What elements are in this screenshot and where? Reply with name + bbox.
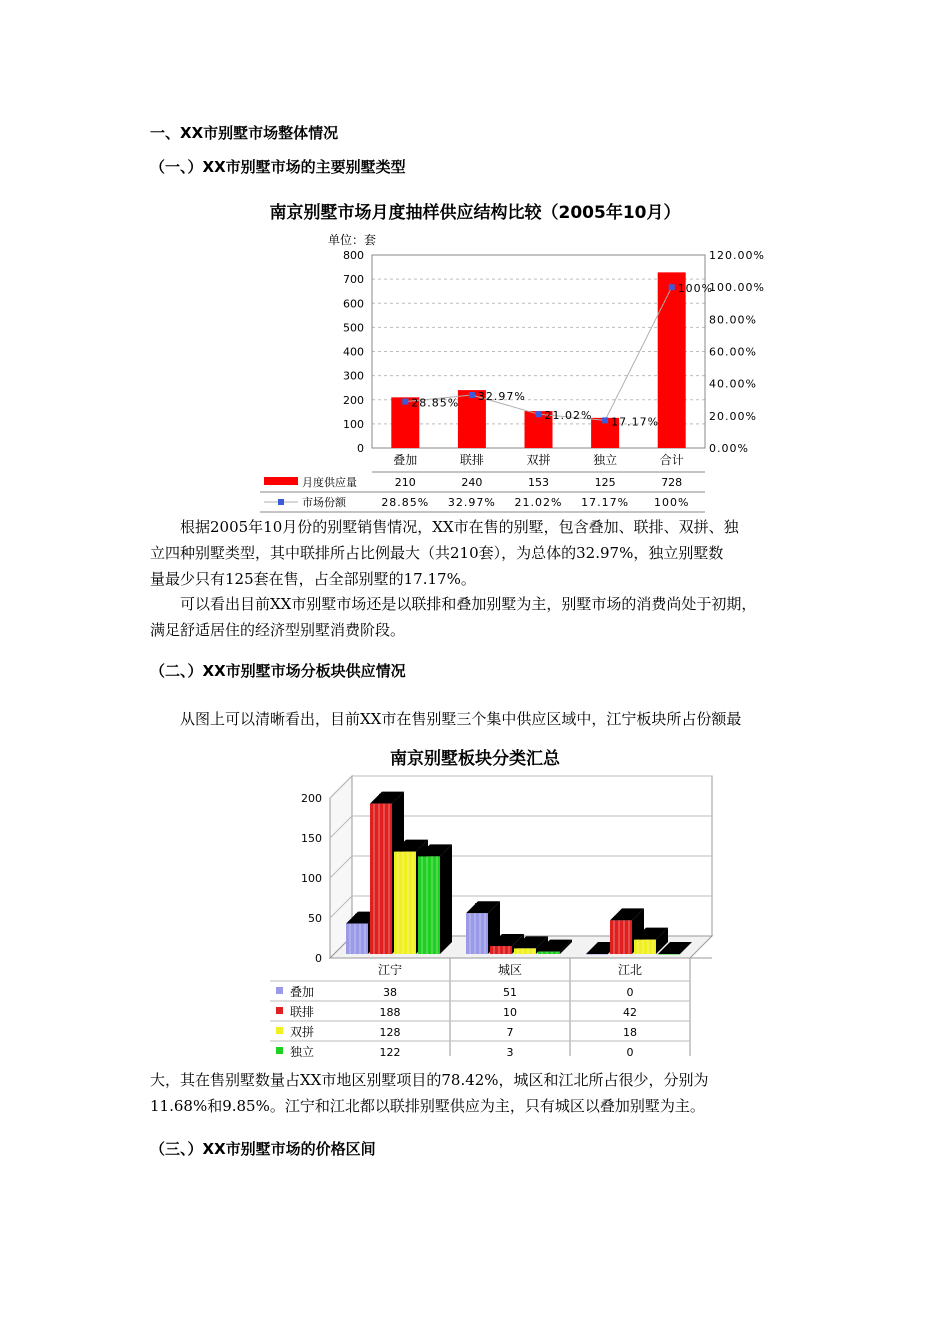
paragraph-1-line-1: 根据2005年10月份的别墅销售情况，XX市在售的别墅，包含叠加、联排、双拼、独 <box>180 518 739 536</box>
paragraph-4 <box>150 1067 830 1119</box>
table-cell: 122 <box>379 1046 401 1059</box>
table-cell: 28.85% <box>381 496 430 509</box>
x-tick-label: 江宁 <box>377 963 403 977</box>
table-cell: 128 <box>379 1026 401 1039</box>
share-data-label: 32.97% <box>477 389 526 403</box>
y-tick-label: 200 <box>343 393 364 407</box>
y2-tick-label: 100.00% <box>709 281 765 295</box>
table-cell: 38 <box>383 986 397 999</box>
y2-tick-label: 0.00% <box>709 442 749 455</box>
legend-label: 叠加 <box>290 985 315 999</box>
x-tick-label: 城区 <box>497 963 523 977</box>
share-data-label: 100% <box>677 282 714 296</box>
bar-data-label: 188 <box>378 791 399 805</box>
table-cell: 42 <box>623 1006 637 1019</box>
table-cell: 0 <box>626 986 634 999</box>
paragraph-3 <box>150 706 830 732</box>
paragraph-1-line-2: 立四种别墅类型，其中联排所占比例最大（共210套），为总体的32.97%，独立别墅数 <box>150 544 724 562</box>
x-tick-label: 联排 <box>459 453 484 467</box>
bar-data-label: 10 <box>498 934 512 947</box>
legend-swatch-双拼 <box>276 1027 283 1034</box>
table-cell: 17.17% <box>581 496 630 509</box>
paragraph-2 <box>150 591 825 643</box>
table-cell: 21.02% <box>514 496 563 509</box>
paragraph-4-line-1: 大，其在售别墅数量占XX市地区别墅项目的78.42%，城区和江北所占很少，分别为 <box>150 1071 709 1089</box>
paragraph-1-line-3: 量最少只有125套在售，占全部别墅的17.17%。 <box>150 570 476 588</box>
table-cell: 18 <box>623 1026 637 1039</box>
subsection-heading-3: （三、）XX市别墅市场的价格区间 <box>150 1140 376 1158</box>
table-cell: 3 <box>506 1046 514 1059</box>
bar-data-label: 51 <box>474 901 488 915</box>
bar-data-label: 128 <box>402 839 423 853</box>
bar-data-label: 38 <box>354 911 368 925</box>
share-data-label: 17.17% <box>611 415 660 429</box>
legend-label: 独立 <box>290 1045 315 1059</box>
share-point <box>536 411 542 417</box>
y2-tick-label: 80.00% <box>709 313 757 327</box>
bar-data-label: 7 <box>522 936 529 950</box>
table-cell: 10 <box>503 1006 517 1019</box>
y-tick-label: 200 <box>301 792 322 805</box>
y-tick-label: 800 <box>343 249 364 262</box>
legend-swatch-supply <box>264 477 298 485</box>
y-tick-label: 0 <box>357 442 364 455</box>
table-cell: 153 <box>528 476 549 489</box>
table-cell: 0 <box>626 1046 634 1059</box>
bar-data-label: 122 <box>426 844 447 858</box>
legend-swatch-独立 <box>276 1047 283 1054</box>
y2-tick-label: 120.00% <box>709 249 765 262</box>
table-cell: 240 <box>461 476 483 489</box>
table-cell: 100% <box>653 496 690 509</box>
table-cell: 7 <box>506 1026 514 1039</box>
bar-depth-独立 <box>440 844 452 954</box>
x-tick-label: 江北 <box>617 963 643 977</box>
legend-label: 市场份额 <box>302 496 346 509</box>
x-tick-label: 叠加 <box>393 453 418 467</box>
chart1-title: 南京别墅市场月度抽样供应结构比较（2005年10月） <box>269 203 681 223</box>
paragraph-4-line-2: 11.68%和9.85%。江宁和江北都以联排别墅供应为主，只有城区以叠加别墅为主。 <box>150 1097 705 1115</box>
bar-data-label: 18 <box>642 927 656 941</box>
y-tick-label: 100 <box>343 417 364 431</box>
share-point <box>602 417 608 423</box>
legend-swatch-叠加 <box>276 987 283 994</box>
chart2-title: 南京别墅板块分类汇总 <box>390 749 560 769</box>
y-tick-label: 0 <box>315 952 322 965</box>
table-cell: 210 <box>394 476 416 489</box>
paragraph-2-line-1: 可以看出目前XX市别墅市场还是以联排和叠加别墅为主，别墅市场的消费尚处于初期， <box>180 595 757 613</box>
bar-data-label: 3 <box>546 939 553 953</box>
share-point <box>669 284 675 290</box>
bar-data-label: 42 <box>618 908 632 922</box>
x-tick-label: 独立 <box>593 453 618 467</box>
y-tick-label: 600 <box>343 297 364 311</box>
table-cell: 51 <box>503 986 517 999</box>
share-point <box>469 392 475 398</box>
subsection-heading-2: （二、）XX市别墅市场分板块供应情况 <box>150 662 406 680</box>
bar-data-label: 0 <box>594 942 601 955</box>
share-data-label: 28.85% <box>411 396 460 410</box>
y2-tick-label: 20.00% <box>709 409 757 423</box>
chart2 <box>270 770 720 1065</box>
y-tick-label: 500 <box>343 321 364 335</box>
legend-marker-share <box>278 499 284 505</box>
table-cell: 188 <box>379 1006 401 1019</box>
paragraph-2-line-2: 满足舒适居住的经济型别墅消费阶段。 <box>150 621 406 639</box>
subsection-heading-1: （一、）XX市别墅市场的主要别墅类型 <box>150 158 406 176</box>
table-cell: 125 <box>594 476 616 489</box>
paragraph-3-line-1: 从图上可以清晰看出，目前XX市在售别墅三个集中供应区域中，江宁板块所占份额最 <box>180 710 742 728</box>
paragraph-1 <box>150 514 810 592</box>
table-cell: 32.97% <box>447 496 496 509</box>
legend-swatch-联排 <box>276 1007 283 1014</box>
y2-tick-label: 60.00% <box>709 345 757 359</box>
legend-label: 联排 <box>290 1005 315 1019</box>
y2-tick-label: 40.00% <box>709 377 757 391</box>
legend-label: 月度供应量 <box>302 476 357 489</box>
chart1-unit-label: 单位：套 <box>328 233 377 247</box>
section-heading: 一、XX市别墅市场整体情况 <box>150 124 339 142</box>
share-data-label: 21.02% <box>544 409 593 423</box>
chart1 <box>250 230 770 515</box>
x-tick-label: 双拼 <box>526 453 551 467</box>
y-tick-label: 100 <box>301 872 322 885</box>
y-tick-label: 300 <box>343 369 364 383</box>
y-tick-label: 50 <box>308 912 322 925</box>
y-tick-label: 700 <box>343 273 364 287</box>
y-tick-label: 400 <box>343 345 364 359</box>
legend-label: 双拼 <box>290 1025 315 1039</box>
bar-合计 <box>658 272 686 448</box>
table-cell: 728 <box>661 476 683 489</box>
share-point <box>402 399 408 405</box>
bar-data-label: 0 <box>666 942 673 955</box>
y-tick-label: 150 <box>301 832 322 845</box>
x-tick-label: 合计 <box>659 453 684 467</box>
